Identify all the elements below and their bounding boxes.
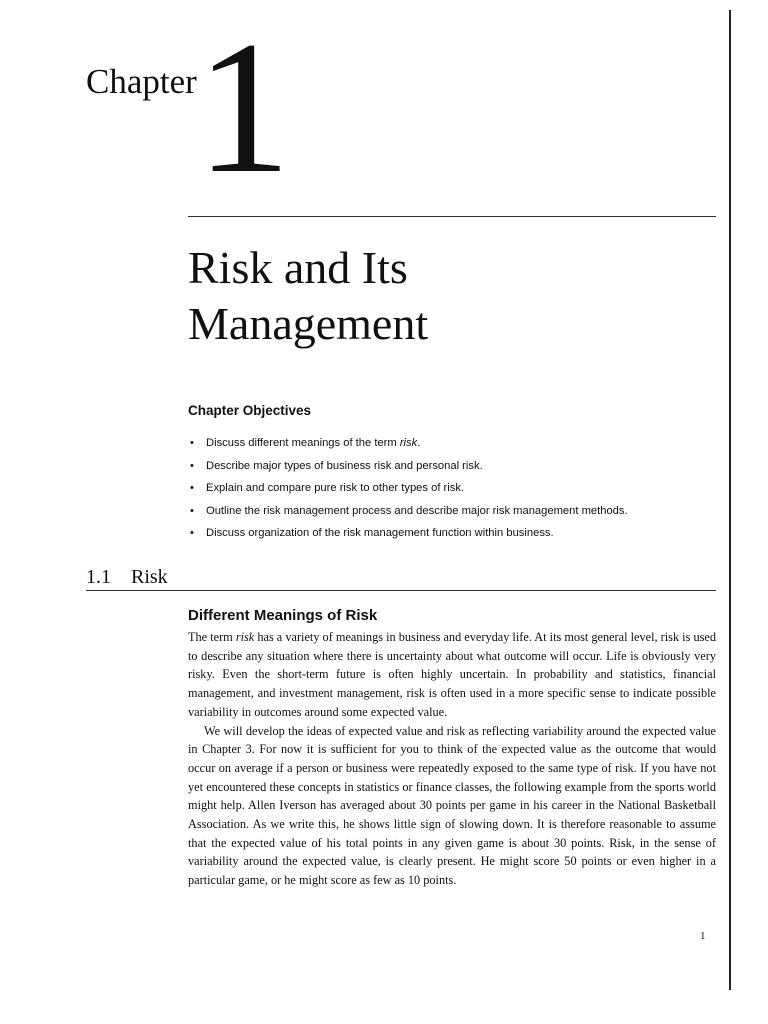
paragraph-1-emphasis: risk [235,630,255,644]
objective-item [188,522,716,545]
chapter-title [188,240,428,352]
objective-text: Explain and compare pure risk to other types of risk. [206,482,465,494]
paragraph-1-start: The term [188,630,236,644]
bullet-icon: • [190,504,194,517]
paragraph-2: We will develop the ideas of expected value and risk as reflecting variability around the expected value in Chapter 3. For now it is sufficient for you to think of the expected value as the outcome that would occur on average if a person or business were repeatedly exposed to the same type of risk. If you have not yet encountered these concepts in statistics or finance classes, the following example from the sports world might help. Allen Iverson has averaged about 30 points per game in his career in the National Basketball Association. As we write this, he shows little sign of slowing down. It is therefore reasonable to assume that the expected value of his total points in any given game is about 30 points. Risk, in the sense of variability around the expected value, is clearly present. He might score 50 points or even higher in a particular game, or he might score as few as 10 points. [188,723,716,888]
section-number: 1.1 [86,566,111,588]
body-text [188,628,716,890]
bullet-icon: • [190,459,194,472]
chapter-number: 1 [196,3,287,213]
objective-text: Discuss organization of the risk management function within business. [206,527,554,539]
objective-item [188,455,716,478]
chapter-label: Chapter [86,62,197,101]
section-title: Risk [131,566,168,588]
objective-emphasis: risk [399,437,418,449]
objectives-list [188,432,716,545]
section-divider [86,590,716,591]
bullet-icon: • [190,482,194,494]
objective-text-end: . [417,437,421,449]
page-number: 1 [700,930,706,942]
paragraph-1-rest: has a variety of meanings in business and everyday life. At its most general level, risk is used to describe any situation where there is uncertainty about what outcome will occur. Life is obviously very risky. Even the short-term future is often highly uncertain. In probability and statistics, financial management, and investment management, risk is often used in a more specific sense to indicate possible variability in outcomes around some expected value. [188,630,716,719]
objective-text: Outline the risk management process and describe major risk management methods. [206,504,628,517]
subsection-heading: Different Meanings of Risk [188,607,378,624]
chapter-title-line-2: Management [188,298,429,349]
chapter-title-line-1: Risk and Its [188,242,408,293]
chapter-divider [188,216,716,217]
page-edge-line [729,10,731,990]
objective-item [188,500,716,523]
objective-text: Describe major types of business risk and personal risk. [206,459,483,472]
objective-text: Discuss different meanings of the term [206,437,400,449]
bullet-icon: • [190,527,194,539]
objectives-heading: Chapter Objectives [188,403,312,418]
objective-item [188,477,716,500]
bullet-icon: • [190,437,194,449]
paragraph-1 [188,628,716,722]
objective-item [188,432,716,455]
